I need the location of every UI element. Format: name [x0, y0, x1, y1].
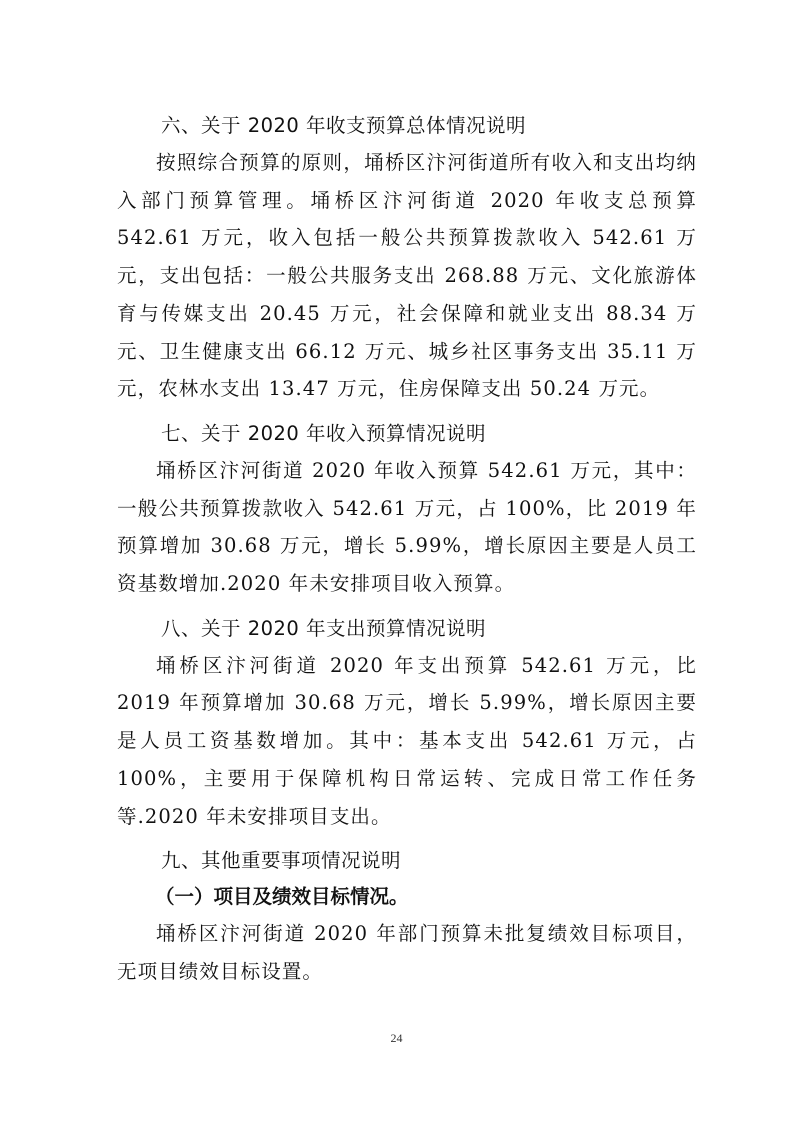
page-number: 24	[390, 1031, 403, 1045]
section-heading-6: 六、关于 2020 年收支预算总体情况说明	[161, 114, 527, 137]
section-heading-7: 七、关于 2020 年收入预算情况说明	[161, 421, 487, 445]
section-paragraph-9: 埇桥区汴河街道 2020 年部门预算未批复绩效目标项目，无项目绩效目标设置。	[117, 922, 697, 983]
subsection-heading: （一）项目及绩效目标情况。	[155, 885, 409, 909]
section-paragraph-7: 埇桥区汴河街道 2020 年收入预算 542.61 万元，其中：一般公共预算拨款收入 542.61 万元，占 100%，比 2019 年预算增加 30.68 万元，增长 5.99%，增长原因主要是人员工资基数增加.2020 年未安排项目收入预算。	[117, 458, 697, 596]
section-paragraph-6: 按照综合预算的原则，埇桥区汴河街道所有收入和支出均纳入部门预算管理。埇桥区汴河街道 2020 年收支总预算 542.61 万元，收入包括一般公共预算拨款收入 542.61 万元，支出包括：一般公共服务支出 268.88 万元、文化旅游体育与传媒支出 20.45 万元，社会保障和就业支出 88.34 万元、卫生健康支出 66.12 万元、城乡社区事务支出 35.11 万元，农林水支出 13.47 万元，住房保障支出 50.24 万元。	[117, 151, 697, 401]
section-heading-9: 九、其他重要事项情况说明	[161, 849, 402, 873]
section-paragraph-8: 埇桥区汴河街道 2020 年支出预算 542.61 万元，比 2019 年预算增加 30.68 万元，增长 5.99%，增长原因主要是人员工资基数增加。其中：基本支出 542.61 万元，占 100%，主要用于保障机构日常运转、完成日常工作任务等.2020 年未安排项目支出。	[117, 653, 697, 828]
document-body	[117, 104, 697, 991]
section-heading-8: 八、关于 2020 年支出预算情况说明	[161, 616, 487, 640]
